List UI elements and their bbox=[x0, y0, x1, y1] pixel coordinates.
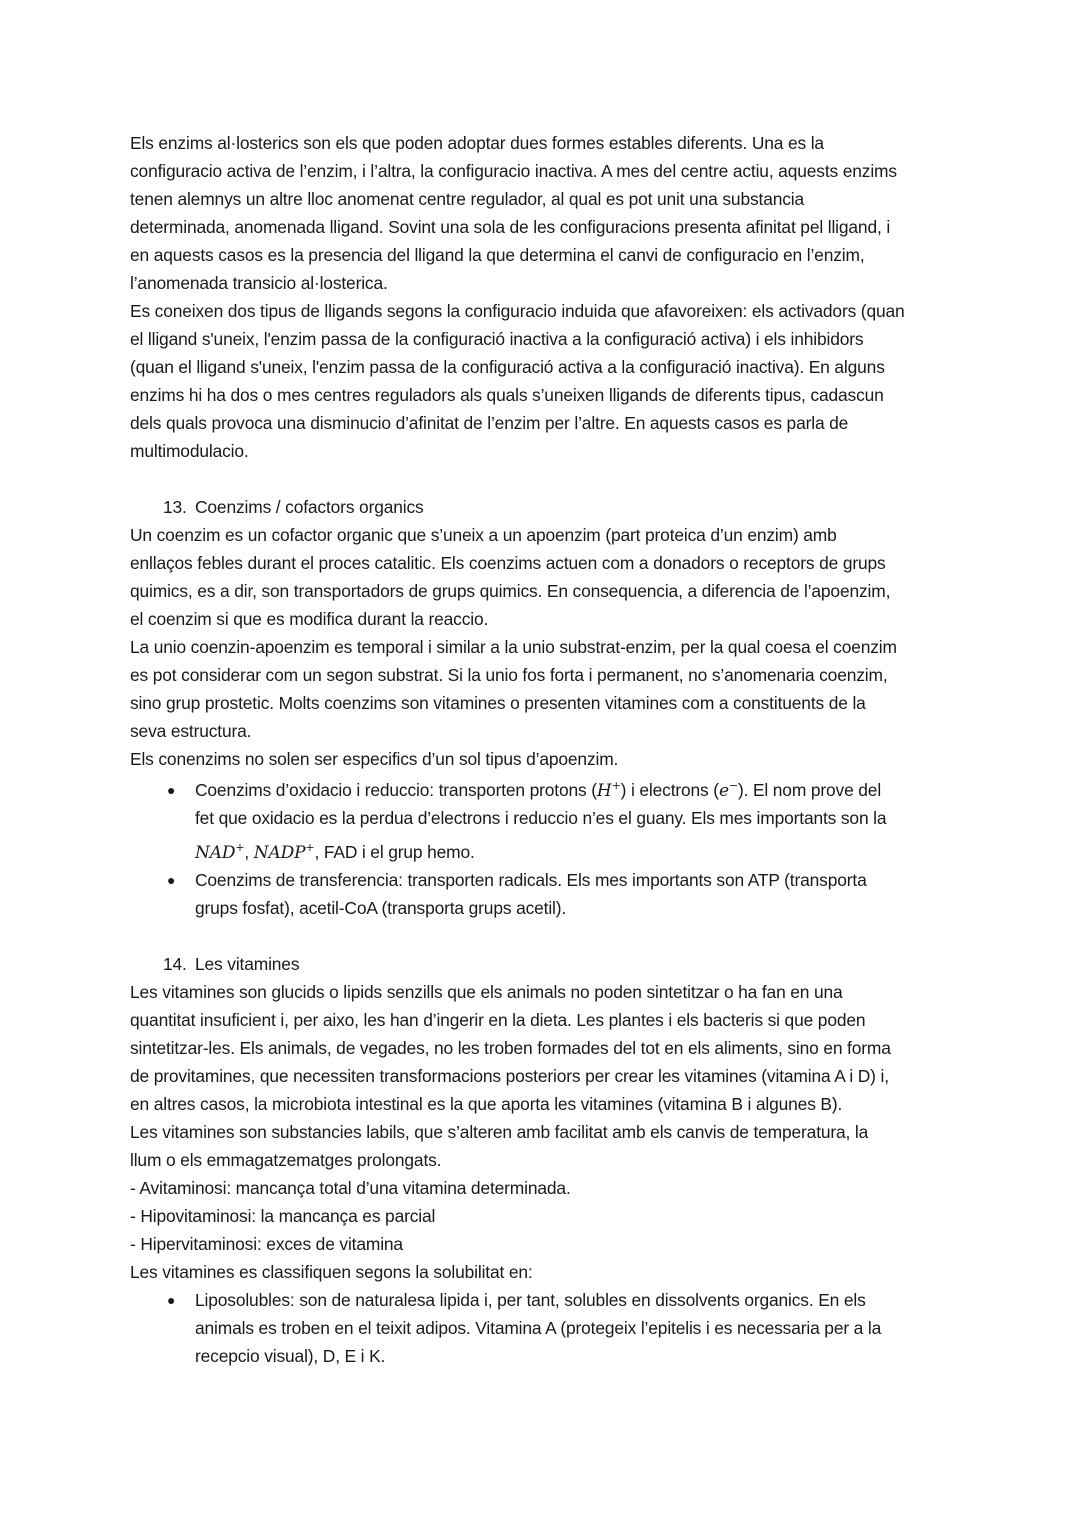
text-line: es pot considerar com un segon substrat. Si la unio fos forta i permanent, no s’anomenaria coenzim, bbox=[130, 665, 888, 685]
math-nad bbox=[195, 843, 244, 863]
text-line: multimodulacio. bbox=[130, 441, 249, 461]
text-line: Els enzims al·losterics son els que poden adoptar dues formes estables diferents. Una es la bbox=[130, 133, 824, 153]
text-span: , bbox=[244, 842, 254, 862]
section-heading-14 bbox=[130, 950, 960, 978]
text-line: Es coneixen dos tipus de lligands segons la configuracio induida que afavoreixen: els activadors (quan bbox=[130, 301, 905, 321]
coenzyme-paragraph bbox=[130, 521, 960, 773]
text-line: Coenzims de transferencia: transporten radicals. Els mes importants son ATP (transporta bbox=[195, 870, 867, 890]
text-line: Els conenzims no solen ser especifics d’un sol tipus d’apoenzim. bbox=[130, 749, 619, 769]
text-line bbox=[195, 776, 960, 804]
text-line: sino grup prostetic. Molts coenzims son vitamines o presenten vitamines com a constituents de la bbox=[130, 693, 866, 713]
text-line: el coenzim si que es modifica durant la reaccio. bbox=[130, 609, 489, 629]
text-line: - Hipovitaminosi: la mancança es parcial bbox=[130, 1206, 436, 1226]
bullet-icon: ● bbox=[167, 1292, 176, 1308]
math-symbol: NAD bbox=[195, 843, 236, 863]
text-line: en aquests casos es la presencia del lligand la que determina el canvi de configuracio en l’enzim, bbox=[130, 245, 865, 265]
text-line: tenen alemnys un altre lloc anomenat centre regulador, al qual es pot unit una substancia bbox=[130, 189, 805, 209]
bullet-icon: ● bbox=[167, 872, 176, 888]
text-line: (quan el lligand s'uneix, l'enzim passa de la configuració activa a la configuració inactiva). En alguns bbox=[130, 357, 885, 377]
spacer bbox=[130, 465, 960, 493]
text-line: recepcio visual), D, E i K. bbox=[195, 1346, 386, 1366]
bullet-item-liposolubles bbox=[130, 1286, 960, 1370]
bullet-item-transfer bbox=[130, 866, 960, 922]
text-line: grups fosfat), acetil-CoA (transporta grups acetil). bbox=[195, 898, 567, 918]
text-span: ) i electrons ( bbox=[620, 780, 719, 800]
text-line: fet que oxidacio es la perdua d’electrons i reduccio n’es el guany. Els mes importants son la bbox=[195, 808, 887, 828]
text-line: configuracio activa de l’enzim, i l’altra, la configuracio inactiva. A mes del centre actiu, aquests enzims bbox=[130, 161, 897, 181]
text-line: de provitamines, que necessiten transformacions posteriors per crear les vitamines (vitamina A i D) i, bbox=[130, 1066, 889, 1086]
text-line: Liposolubles: son de naturalesa lipida i, per tant, solubles en dissolvents organics. En els bbox=[195, 1290, 866, 1310]
section-title: Les vitamines bbox=[195, 954, 300, 974]
text-line: Les vitamines son substancies labils, que s’alteren amb facilitat amb els canvis de temperatura, la bbox=[130, 1122, 869, 1142]
text-line: - Avitaminosi: mancança total d’una vitamina determinada. bbox=[130, 1178, 571, 1198]
math-e bbox=[719, 781, 738, 801]
text-line: sintetitzar-les. Els animals, de vegades, no les troben formades del tot en els aliments, sino en forma bbox=[130, 1038, 891, 1058]
text-line: l’anomenada transicio al·losterica. bbox=[130, 273, 388, 293]
math-nadp bbox=[254, 843, 315, 863]
text-line: La unio coenzin-apoenzim es temporal i similar a la unio substrat-enzim, per la qual coesa el coenzim bbox=[130, 637, 897, 657]
text-line: dels quals provoca una disminucio d’afinitat de l’enzim per l’altre. En aquests casos es parla de bbox=[130, 413, 849, 433]
text-span: ). El nom prove del bbox=[737, 780, 882, 800]
section-heading-13 bbox=[130, 493, 960, 521]
superscript: + bbox=[305, 841, 315, 854]
vitamins-paragraph bbox=[130, 978, 960, 1286]
spacer bbox=[130, 922, 960, 950]
text-line: Les vitamines son glucids o lipids senzills que els animals no poden sintetitzar o ha fan en una bbox=[130, 982, 843, 1002]
text-line bbox=[195, 832, 960, 866]
text-line: enllaços febles durant el proces catalitic. Els coenzims actuen com a donadors o receptors de grups bbox=[130, 553, 886, 573]
text-line: el lligand s'uneix, l'enzim passa de la configuració inactiva a la configuració activa) i els inhibidors bbox=[130, 329, 864, 349]
allosteric-paragraph bbox=[130, 129, 960, 465]
text-span: , FAD i el grup hemo. bbox=[314, 842, 475, 862]
text-line: - Hipervitaminosi: exces de vitamina bbox=[130, 1234, 403, 1254]
text-line: en altres casos, la microbiota intestinal es la que aporta les vitamines (vitamina B i algunes B). bbox=[130, 1094, 843, 1114]
section-number: 14. bbox=[163, 954, 187, 974]
text-line: enzims hi ha dos o mes centres reguladors als quals s’uneixen lligands de diferents tipus, cadascun bbox=[130, 385, 884, 405]
section-title: Coenzims / cofactors organics bbox=[195, 497, 424, 517]
text-span: Coenzims d’oxidacio i reduccio: transporten protons ( bbox=[195, 780, 597, 800]
section-number: 13. bbox=[163, 497, 187, 517]
text-line: animals es troben en el teixit adipos. Vitamina A (protegeix l’epitelis i es necessaria per a la bbox=[195, 1318, 882, 1338]
text-line: Les vitamines es classifiquen segons la solubilitat en: bbox=[130, 1262, 533, 1282]
text-line: quimics, es a dir, son transportadors de grups quimics. En consequencia, a diferencia de l’apoenzim, bbox=[130, 581, 891, 601]
bullet-item-redox bbox=[130, 776, 960, 866]
math-symbol: H bbox=[596, 781, 612, 801]
math-symbol: e bbox=[718, 781, 729, 801]
math-symbol: NADP bbox=[253, 843, 306, 863]
superscript: − bbox=[728, 779, 738, 792]
text-line: quantitat insuficient i, per aixo, les han d’ingerir en la dieta. Les plantes i els bacteris si que poden bbox=[130, 1010, 866, 1030]
text-line: determinada, anomenada lligand. Sovint una sola de les configuracions presenta afinitat pel lligand, i bbox=[130, 217, 891, 237]
math-h bbox=[597, 781, 621, 801]
bullet-icon: ● bbox=[167, 782, 176, 798]
text-line: seva estructura. bbox=[130, 721, 252, 741]
text-line: Un coenzim es un cofactor organic que s’uneix a un apoenzim (part proteica d’un enzim) amb bbox=[130, 525, 837, 545]
superscript: + bbox=[235, 841, 245, 854]
document-page bbox=[130, 129, 960, 1370]
text-line: llum o els emmagatzematges prolongats. bbox=[130, 1150, 442, 1170]
superscript: + bbox=[611, 779, 621, 792]
